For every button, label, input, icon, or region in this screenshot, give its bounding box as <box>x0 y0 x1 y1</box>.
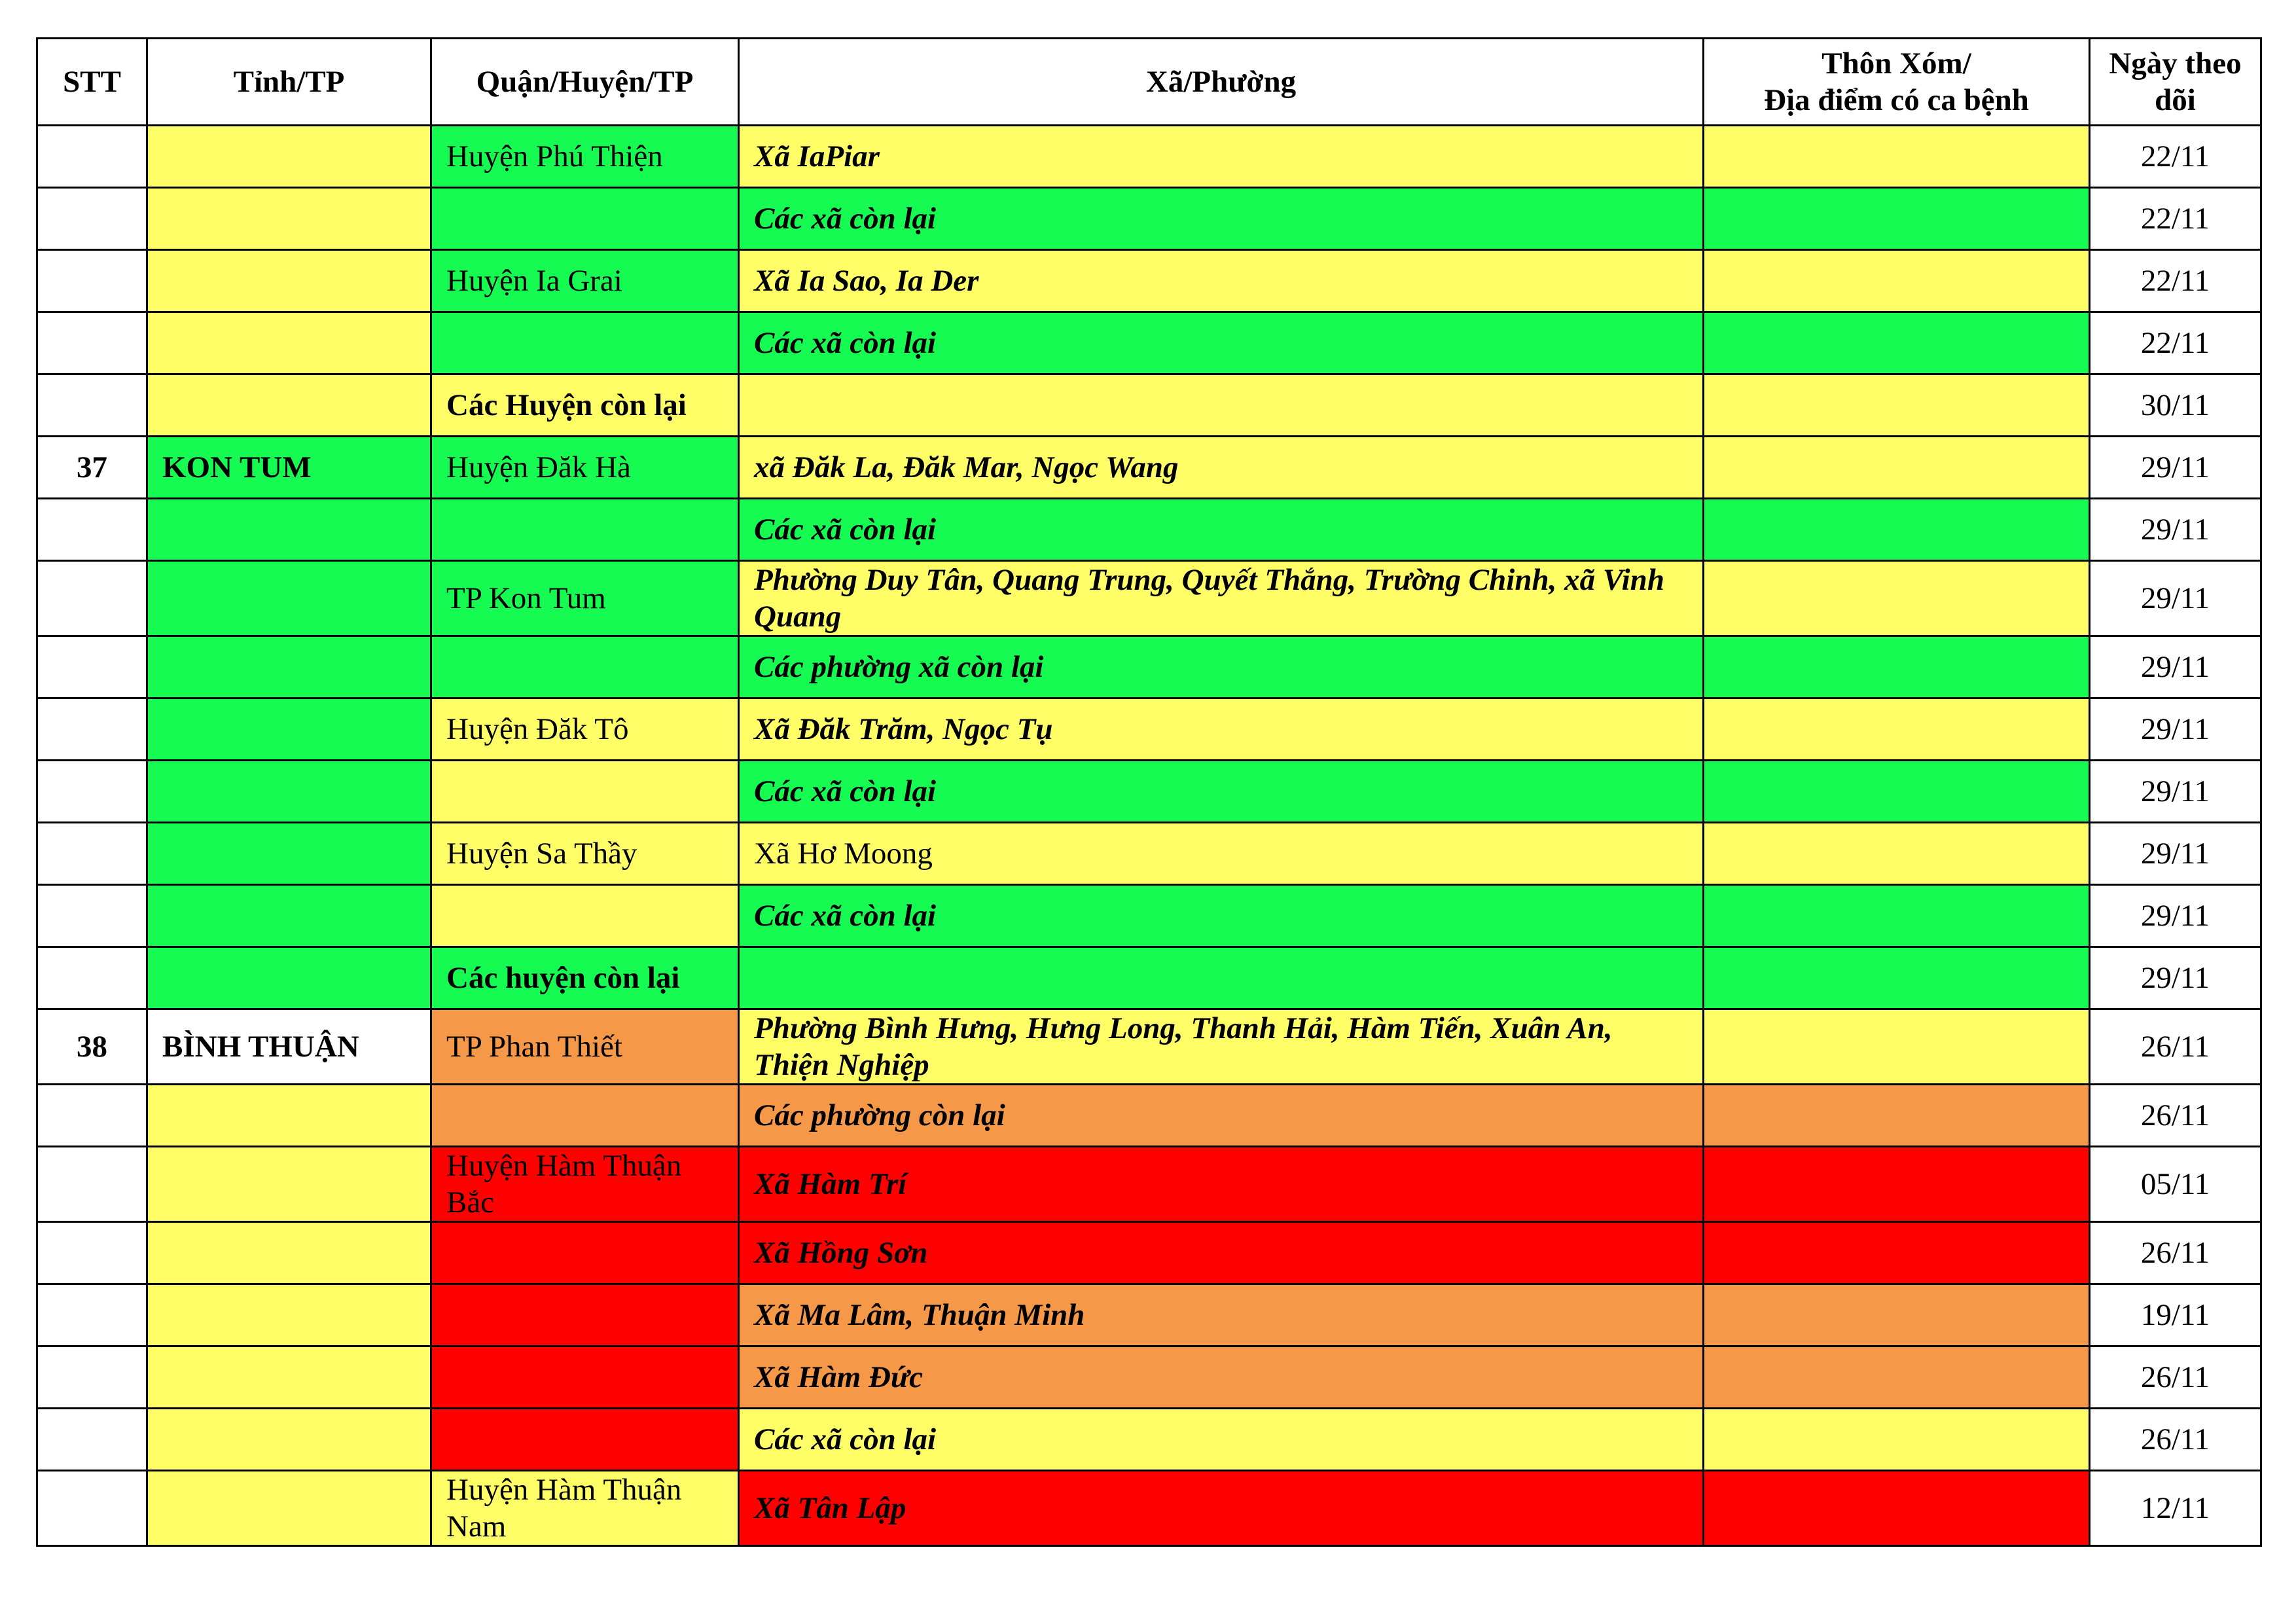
stt-cell: 38 <box>37 1009 147 1085</box>
stt-cell <box>37 947 147 1009</box>
header-date <box>2090 39 2261 126</box>
date-cell: 22/11 <box>2090 126 2261 188</box>
province-cell <box>147 250 431 312</box>
hamlet-cell <box>1704 188 2090 250</box>
stt-cell <box>37 1085 147 1147</box>
stt-cell: 37 <box>37 437 147 499</box>
hamlet-cell <box>1704 1409 2090 1471</box>
hamlet-cell <box>1704 1009 2090 1085</box>
date-cell: 29/11 <box>2090 437 2261 499</box>
stt-cell <box>37 1284 147 1346</box>
commune-cell: Các xã còn lại <box>739 761 1704 823</box>
date-cell: 26/11 <box>2090 1222 2261 1284</box>
date-cell: 29/11 <box>2090 885 2261 947</box>
date-cell: 29/11 <box>2090 823 2261 885</box>
province-cell <box>147 947 431 1009</box>
date-cell: 26/11 <box>2090 1085 2261 1147</box>
district-cell <box>431 636 739 698</box>
covid-risk-level-table <box>36 37 2262 1547</box>
header-date-line2: dõi <box>2155 83 2196 117</box>
table-row <box>37 1222 2261 1284</box>
commune-cell <box>739 947 1704 1009</box>
stt-cell <box>37 561 147 636</box>
stt-cell <box>37 188 147 250</box>
header-district: Quận/Huyện/TP <box>431 39 739 126</box>
district-cell: Huyện Đăk Tô <box>431 698 739 761</box>
province-cell <box>147 374 431 437</box>
province-cell <box>147 885 431 947</box>
province-cell: BÌNH THUẬN <box>147 1009 431 1085</box>
province-cell <box>147 1346 431 1409</box>
commune-cell: Các phường xã còn lại <box>739 636 1704 698</box>
date-cell: 29/11 <box>2090 698 2261 761</box>
date-cell: 26/11 <box>2090 1346 2261 1409</box>
province-cell <box>147 561 431 636</box>
table-row <box>37 636 2261 698</box>
province-cell <box>147 1085 431 1147</box>
stt-cell <box>37 374 147 437</box>
commune-cell: xã Đăk La, Đăk Mar, Ngọc Wang <box>739 437 1704 499</box>
district-cell: Huyện Ia Grai <box>431 250 739 312</box>
date-cell: 29/11 <box>2090 499 2261 561</box>
district-cell <box>431 499 739 561</box>
district-cell <box>431 1409 739 1471</box>
province-cell <box>147 636 431 698</box>
district-cell <box>431 1085 739 1147</box>
stt-cell <box>37 1409 147 1471</box>
commune-cell: Các xã còn lại <box>739 188 1704 250</box>
stt-cell <box>37 761 147 823</box>
table-row <box>37 250 2261 312</box>
hamlet-cell <box>1704 1147 2090 1222</box>
province-cell <box>147 312 431 374</box>
hamlet-cell <box>1704 698 2090 761</box>
date-cell: 29/11 <box>2090 761 2261 823</box>
date-cell: 30/11 <box>2090 374 2261 437</box>
commune-cell: Xã Ia Sao, Ia Der <box>739 250 1704 312</box>
province-cell: KON TUM <box>147 437 431 499</box>
date-cell: 26/11 <box>2090 1009 2261 1085</box>
province-cell <box>147 698 431 761</box>
district-cell <box>431 1284 739 1346</box>
district-cell: TP Phan Thiết <box>431 1009 739 1085</box>
district-cell <box>431 1222 739 1284</box>
stt-cell <box>37 1346 147 1409</box>
hamlet-cell <box>1704 499 2090 561</box>
table-row <box>37 126 2261 188</box>
district-cell: Các huyện còn lại <box>431 947 739 1009</box>
header-commune: Xã/Phường <box>739 39 1704 126</box>
commune-cell: Xã Hồng Sơn <box>739 1222 1704 1284</box>
stt-cell <box>37 1471 147 1546</box>
date-cell: 26/11 <box>2090 1409 2261 1471</box>
date-cell: 22/11 <box>2090 250 2261 312</box>
stt-cell <box>37 1147 147 1222</box>
district-cell: Huyện Hàm Thuận Nam <box>431 1471 739 1546</box>
date-cell: 05/11 <box>2090 1147 2261 1222</box>
date-cell: 22/11 <box>2090 188 2261 250</box>
table-row <box>37 374 2261 437</box>
hamlet-cell <box>1704 1471 2090 1546</box>
commune-cell: Các xã còn lại <box>739 312 1704 374</box>
header-hamlet-line1: Thôn Xóm/ <box>1821 46 1971 81</box>
table-row <box>37 885 2261 947</box>
table-row <box>37 499 2261 561</box>
district-cell: TP Kon Tum <box>431 561 739 636</box>
district-cell <box>431 761 739 823</box>
stt-cell <box>37 823 147 885</box>
table-row <box>37 1409 2261 1471</box>
header-hamlet-line2: Địa điểm có ca bệnh <box>1764 83 2029 117</box>
commune-cell: Phường Bình Hưng, Hưng Long, Thanh Hải, Hàm Tiến, Xuân An, Thiện Nghiệp <box>739 1009 1704 1085</box>
date-cell: 19/11 <box>2090 1284 2261 1346</box>
stt-cell <box>37 698 147 761</box>
table-row <box>37 698 2261 761</box>
stt-cell <box>37 1222 147 1284</box>
district-cell <box>431 1346 739 1409</box>
province-cell <box>147 1222 431 1284</box>
table-row <box>37 1346 2261 1409</box>
commune-cell: Xã Tân Lập <box>739 1471 1704 1546</box>
stt-cell <box>37 312 147 374</box>
date-cell: 29/11 <box>2090 947 2261 1009</box>
date-cell: 22/11 <box>2090 312 2261 374</box>
district-cell: Huyện Phú Thiện <box>431 126 739 188</box>
table-row <box>37 1147 2261 1222</box>
table-row <box>37 761 2261 823</box>
table-row <box>37 1471 2261 1546</box>
hamlet-cell <box>1704 250 2090 312</box>
stt-cell <box>37 126 147 188</box>
commune-cell: Các xã còn lại <box>739 1409 1704 1471</box>
province-cell <box>147 1471 431 1546</box>
province-cell <box>147 499 431 561</box>
table-row <box>37 1085 2261 1147</box>
hamlet-cell <box>1704 823 2090 885</box>
hamlet-cell <box>1704 312 2090 374</box>
hamlet-cell <box>1704 761 2090 823</box>
commune-cell: Các xã còn lại <box>739 499 1704 561</box>
commune-cell: Xã Hàm Trí <box>739 1147 1704 1222</box>
table-row <box>37 312 2261 374</box>
commune-cell <box>739 374 1704 437</box>
hamlet-cell <box>1704 126 2090 188</box>
hamlet-cell <box>1704 1222 2090 1284</box>
district-cell <box>431 885 739 947</box>
header-date-line1: Ngày theo <box>2109 46 2242 81</box>
province-cell <box>147 761 431 823</box>
header-province: Tỉnh/TP <box>147 39 431 126</box>
hamlet-cell <box>1704 561 2090 636</box>
hamlet-cell <box>1704 1085 2090 1147</box>
stt-cell <box>37 885 147 947</box>
province-cell <box>147 1284 431 1346</box>
hamlet-cell <box>1704 1284 2090 1346</box>
district-cell: Huyện Hàm Thuận Bắc <box>431 1147 739 1222</box>
commune-cell: Xã Ma Lâm, Thuận Minh <box>739 1284 1704 1346</box>
hamlet-cell <box>1704 636 2090 698</box>
header-hamlet <box>1704 39 2090 126</box>
district-cell: Huyện Sa Thầy <box>431 823 739 885</box>
commune-cell: Các xã còn lại <box>739 885 1704 947</box>
province-cell <box>147 823 431 885</box>
stt-cell <box>37 636 147 698</box>
date-cell: 29/11 <box>2090 636 2261 698</box>
table-row <box>37 1284 2261 1346</box>
hamlet-cell <box>1704 437 2090 499</box>
province-cell <box>147 188 431 250</box>
commune-cell: Các phường còn lại <box>739 1085 1704 1147</box>
date-cell: 12/11 <box>2090 1471 2261 1546</box>
commune-cell: Xã IaPiar <box>739 126 1704 188</box>
commune-cell: Phường Duy Tân, Quang Trung, Quyết Thắng, Trường Chinh, xã Vinh Quang <box>739 561 1704 636</box>
table-row <box>37 1009 2261 1085</box>
table-row <box>37 561 2261 636</box>
table-row <box>37 947 2261 1009</box>
district-cell: Các Huyện còn lại <box>431 374 739 437</box>
hamlet-cell <box>1704 1346 2090 1409</box>
hamlet-cell <box>1704 885 2090 947</box>
hamlet-cell <box>1704 947 2090 1009</box>
commune-cell: Xã Hơ Moong <box>739 823 1704 885</box>
district-cell <box>431 188 739 250</box>
header-row <box>37 39 2261 126</box>
header-stt: STT <box>37 39 147 126</box>
commune-cell: Xã Hàm Đức <box>739 1346 1704 1409</box>
date-cell: 29/11 <box>2090 561 2261 636</box>
stt-cell <box>37 499 147 561</box>
hamlet-cell <box>1704 374 2090 437</box>
table-row <box>37 188 2261 250</box>
district-cell: Huyện Đăk Hà <box>431 437 739 499</box>
table-row <box>37 437 2261 499</box>
commune-cell: Xã Đăk Trăm, Ngọc Tụ <box>739 698 1704 761</box>
province-cell <box>147 1147 431 1222</box>
table-row <box>37 823 2261 885</box>
district-cell <box>431 312 739 374</box>
stt-cell <box>37 250 147 312</box>
province-cell <box>147 126 431 188</box>
province-cell <box>147 1409 431 1471</box>
